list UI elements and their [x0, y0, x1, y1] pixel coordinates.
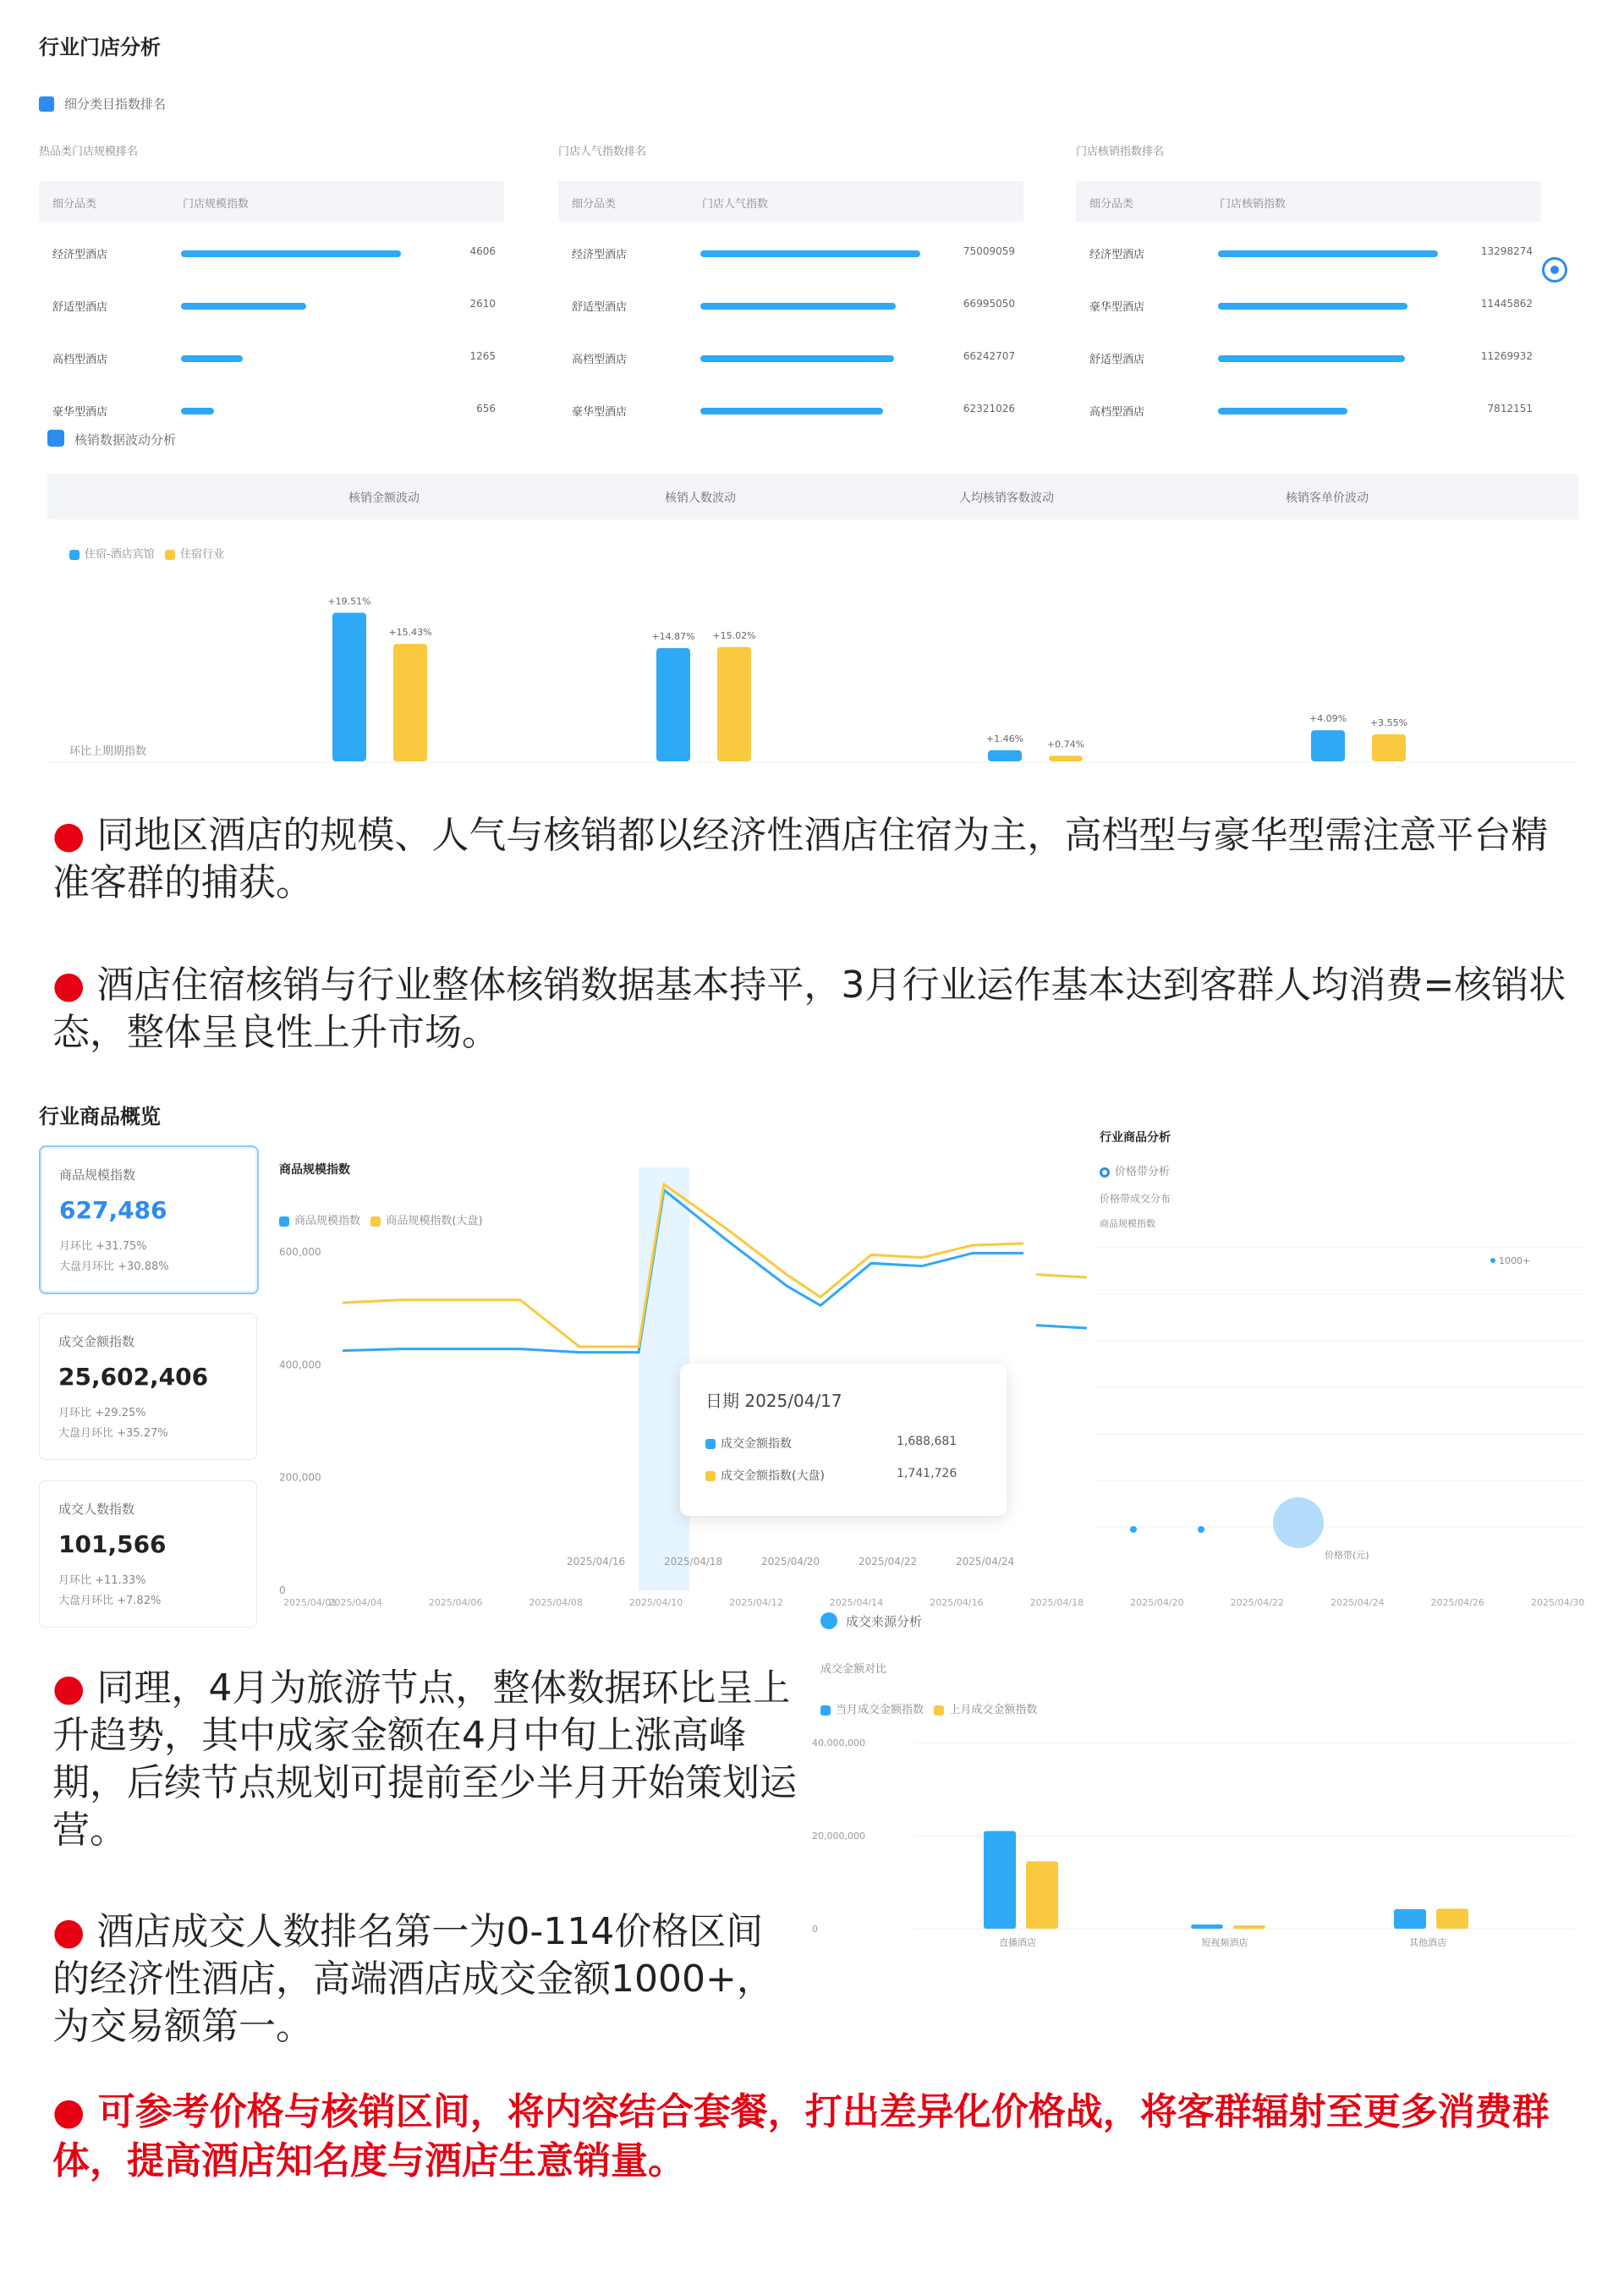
verify-bar-label: +15.02%	[712, 629, 756, 641]
line-fragment	[1036, 1326, 1087, 1328]
col-category: 细分品类	[572, 198, 617, 211]
bullet-dot: ●	[52, 814, 85, 857]
rank-row-bar	[181, 355, 243, 362]
rank-row-category: 经济型酒店	[572, 249, 628, 261]
card-sub-market: 大盘月环比 +7.82%	[58, 1595, 162, 1607]
side-axis-title: 商品规模指数	[1100, 1218, 1155, 1229]
card-value: 627,486	[59, 1196, 167, 1224]
y-tick-label: 200,000	[279, 1471, 321, 1484]
rank-row-bar	[1218, 303, 1407, 310]
legend-industry: 住宿行业	[180, 548, 225, 561]
source-bar	[1191, 1924, 1223, 1929]
radio-label: 价格带分析	[1115, 1166, 1171, 1178]
bullet-3	[52, 1665, 797, 1854]
tooltip-row-1	[705, 1435, 792, 1452]
rank-row-value: 7812151	[1487, 403, 1533, 415]
scatter-point	[1198, 1526, 1204, 1533]
bullet-dot: ●	[52, 1910, 85, 1953]
verify-bar-label: +0.74%	[1046, 738, 1085, 750]
source-bar-chart	[812, 1717, 1590, 1971]
bullet-dot: ●	[52, 964, 85, 1007]
scatter-point	[1130, 1526, 1137, 1533]
legend-last: 上月成交金额指数	[949, 1704, 1038, 1716]
inner-x-tick-label: 2025/04/20	[761, 1556, 820, 1568]
rank-table-header	[558, 181, 1023, 222]
chart-tooltip	[680, 1364, 1007, 1516]
rank-row-bar	[700, 408, 883, 415]
side-sub: 价格带成交分布	[1100, 1193, 1171, 1205]
card-value: 101,566	[58, 1530, 167, 1558]
bullet-text: 酒店住宿核销与行业整体核销数据基本持平，3月行业运作基本达到客群人均消费=核销状态，整体呈良性上升市场。	[52, 964, 1566, 1054]
bullet-text: 同地区酒店的规模、人气与核销都以经济性酒店住宿为主，高档型与豪华型需注意平台精准客群的捕获。	[52, 814, 1549, 904]
source-legend	[820, 1700, 1037, 1716]
rank-row-bar	[181, 408, 214, 415]
tab-verify-people[interactable]: 核销人数波动	[665, 491, 736, 505]
dot-icon	[1550, 266, 1559, 274]
rank-row-value: 11445862	[1480, 298, 1533, 310]
rank-table-header	[39, 181, 504, 222]
rank-row-category: 舒适型酒店	[572, 301, 628, 314]
legend-scale: 商品规模指数	[294, 1215, 361, 1227]
x-tick-label: 2025/04/08	[529, 1597, 583, 1608]
verify-bar	[1311, 730, 1345, 761]
rank-row-value: 2610	[469, 298, 496, 310]
source-bar	[1233, 1925, 1265, 1929]
legend-hotel: 住宿-酒店宾馆	[85, 548, 155, 561]
rank-row-bar	[181, 303, 306, 310]
card-title: 商品规模指数	[59, 1167, 136, 1183]
source-bar	[1026, 1861, 1058, 1929]
inner-x-tick-label: 2025/04/16	[567, 1556, 626, 1568]
verify-bar-label: +19.51%	[327, 596, 371, 607]
verify-ylabel: 环比上期期指数	[69, 745, 147, 758]
highlight-conclusion	[52, 2088, 1583, 2186]
col-category: 细分品类	[52, 198, 97, 211]
x-tick-label: 2025/04/24	[1330, 1597, 1385, 1608]
source-bar	[1394, 1909, 1426, 1929]
scatter-bubble	[1273, 1497, 1324, 1548]
page-title: 行业门店分析	[39, 36, 161, 59]
card-sub-mom: 月环比 +31.75%	[59, 1240, 147, 1253]
overview-title: 行业商品概览	[39, 1105, 161, 1128]
help-float-button[interactable]	[1542, 257, 1567, 283]
bullet-text: 同理，4月为旅游节点，整体数据环比呈上升趋势，其中成家金额在4月中旬上涨高峰期，后续节点规划可提前至少半月开始策划运营。	[52, 1666, 797, 1852]
side-bottom-label: 价格带(元)	[1325, 1550, 1369, 1561]
verify-bar	[717, 647, 751, 761]
rank-row-bar	[700, 303, 896, 310]
radio-icon	[1100, 1167, 1110, 1178]
pie-icon	[820, 1612, 837, 1629]
card-sub-market: 大盘月环比 +35.27%	[58, 1427, 168, 1440]
rank-row-category: 舒适型酒店	[52, 301, 108, 314]
bullet-1	[52, 812, 1575, 907]
verify-bar	[1372, 734, 1406, 761]
legend-blue-swatch	[820, 1705, 831, 1716]
rank-row-value: 656	[476, 403, 496, 415]
y-tick-label: 400,000	[279, 1359, 321, 1371]
rank-row-category: 豪华型酒店	[52, 406, 108, 419]
legend-current: 当月成交金额指数	[836, 1704, 924, 1716]
x-category-label: 直播酒店	[999, 1937, 1036, 1948]
source-sub: 成交金额对比	[820, 1663, 887, 1676]
tooltip-yellow-swatch	[705, 1471, 716, 1481]
rank-row-category: 经济型酒店	[1089, 249, 1145, 261]
card-title: 成交金额指数	[58, 1334, 135, 1349]
source-bar	[1436, 1908, 1468, 1929]
rank-row-category: 高档型酒店	[572, 354, 628, 366]
verify-bar	[1049, 755, 1083, 761]
verify-bar-label: +15.43%	[388, 627, 432, 639]
col-category: 细分品类	[1089, 198, 1134, 211]
tooltip-date: 日期 2025/04/17	[705, 1391, 842, 1411]
verify-tab-bar	[47, 474, 1578, 519]
x-tick-label: 2025/04/16	[930, 1597, 984, 1608]
card-sub-mom: 月环比 +29.25%	[58, 1407, 146, 1419]
bullet-4	[52, 1908, 797, 2051]
x-tick-label: 2025/04/12	[729, 1597, 783, 1608]
x-tick-label: 2025/04/04	[328, 1597, 382, 1608]
rank-row-category: 豪华型酒店	[572, 406, 628, 419]
rank-table-header	[1076, 181, 1541, 222]
rank-row-category: 高档型酒店	[1089, 406, 1145, 419]
card-sub-mom: 月环比 +11.33%	[58, 1574, 146, 1587]
tooltip-label: 成交金额指数	[721, 1437, 792, 1451]
verify-bar	[988, 750, 1022, 761]
inner-x-tick-label: 2025/04/24	[956, 1556, 1015, 1568]
card-sub-market: 大盘月环比 +30.88%	[59, 1260, 169, 1273]
card-value: 25,602,406	[58, 1363, 209, 1391]
card-product-scale[interactable]	[39, 1145, 259, 1294]
x-tick-label: 2025/04/01	[283, 1597, 337, 1608]
rank-section-title: 细分类目指数排名	[64, 96, 167, 112]
rank-table-title: 门店核销指数排名	[1076, 145, 1165, 158]
x-tick-label: 2025/04/26	[1430, 1597, 1484, 1608]
rank-row-bar	[700, 250, 920, 257]
verify-bar	[332, 612, 366, 761]
card-deal-people[interactable]	[39, 1480, 257, 1628]
trend-icon	[47, 430, 64, 447]
y-tick-label: 0	[279, 1584, 286, 1596]
tab-verify-amount[interactable]: 核销金额波动	[348, 491, 420, 505]
rank-row-category: 舒适型酒店	[1089, 354, 1145, 366]
rank-row-bar	[181, 250, 401, 257]
rank-row-bar	[700, 355, 894, 362]
bullet-dot: ●	[52, 1666, 85, 1710]
tab-verify-per-capita[interactable]: 人均核销客数波动	[959, 491, 1054, 505]
x-tick-label: 2025/04/06	[428, 1597, 483, 1608]
tooltip-value: 1,741,726	[897, 1467, 957, 1480]
x-tick-label: 2025/04/10	[628, 1597, 683, 1608]
rank-row-value: 75009059	[963, 245, 1015, 257]
verify-section-title: 核销数据波动分析	[74, 432, 177, 447]
rank-row-category: 豪华型酒店	[1089, 301, 1145, 314]
tooltip-label: 成交金额指数(大盘)	[721, 1469, 825, 1483]
rank-row-bar	[1218, 408, 1347, 415]
col-index: 门店核销指数	[1220, 198, 1287, 211]
bullet-2	[52, 962, 1575, 1057]
y-tick-label: 600,000	[279, 1246, 321, 1258]
rank-table-title: 热品类门店规模排名	[39, 145, 139, 158]
verify-bar-label: +4.09%	[1309, 713, 1347, 725]
verify-bar	[656, 648, 690, 761]
x-tick-label: 2025/04/20	[1130, 1597, 1184, 1608]
bullet-text: 酒店成交人数排名第一为0-114价格区间的经济性酒店，高端酒店成交金额1000+，为交易额第一。	[52, 1910, 774, 2048]
bullet-dot: ●	[52, 2090, 85, 2133]
line-fragment	[1036, 1275, 1087, 1277]
legend-yellow-swatch	[934, 1705, 944, 1716]
rank-row-bar	[1218, 355, 1405, 362]
tooltip-row-2	[705, 1467, 825, 1484]
y-tick-label: 40,000,000	[812, 1738, 865, 1749]
x-tick-label: 2025/04/14	[829, 1597, 884, 1608]
inner-x-tick-label: 2025/04/18	[664, 1556, 723, 1568]
verify-bar-label: +3.55%	[1369, 717, 1408, 729]
verify-bar	[393, 644, 427, 761]
rank-table-title: 门店人气指数排名	[558, 145, 647, 158]
rank-row-value: 1265	[469, 350, 496, 362]
rank-row-value: 66242707	[963, 350, 1015, 362]
card-title: 成交人数指数	[58, 1502, 135, 1517]
line-chart-title: 商品规模指数	[279, 1163, 350, 1177]
x-tick-label: 2025/04/18	[1029, 1597, 1084, 1608]
source-bar	[984, 1831, 1016, 1930]
y-tick-label: 20,000,000	[812, 1831, 865, 1842]
verify-bar-chart	[47, 524, 1578, 778]
grid-icon	[39, 96, 54, 112]
source-title: 成交来源分析	[846, 1614, 923, 1629]
rank-row-value: 4606	[469, 245, 496, 257]
side-panel-title: 行业商品分析	[1100, 1131, 1171, 1145]
verify-bar-label: +14.87%	[651, 631, 695, 643]
rank-row-value: 11269932	[1480, 350, 1533, 362]
tooltip-blue-swatch	[705, 1439, 716, 1449]
rank-row-category: 经济型酒店	[52, 249, 108, 261]
tooltip-value: 1,688,681	[897, 1435, 957, 1448]
rank-row-value: 66995050	[963, 298, 1015, 310]
x-tick-label: 2025/04/30	[1531, 1597, 1585, 1608]
card-deal-amount[interactable]	[39, 1313, 257, 1460]
x-tick-label: 2025/04/22	[1230, 1597, 1285, 1608]
x-category-label: 短视频酒店	[1201, 1937, 1248, 1948]
rank-row-bar	[1218, 250, 1438, 257]
col-index: 门店规模指数	[183, 198, 250, 211]
rank-row-value: 62321026	[963, 403, 1015, 415]
y-tick-label: 0	[812, 1924, 818, 1935]
legend-scale-market: 商品规模指数(大盘)	[386, 1215, 483, 1227]
rank-row-value: 13298274	[1480, 245, 1533, 257]
tab-verify-unit-price[interactable]: 核销客单价波动	[1286, 491, 1369, 505]
inner-x-tick-label: 2025/04/22	[859, 1556, 918, 1568]
col-index: 门店人气指数	[702, 198, 769, 211]
verify-bar-label: +1.46%	[985, 733, 1024, 744]
scatter-point	[1490, 1258, 1495, 1263]
x-category-label: 其他酒店	[1409, 1937, 1446, 1948]
side-point-label: 1000+	[1499, 1255, 1531, 1266]
highlight-text: 可参考价格与核销区间，将内容结合套餐，打出差异化价格战，将客群辐射至更多消费群体，提高酒店知名度与酒店生意销量。	[52, 2090, 1550, 2182]
rank-row-category: 高档型酒店	[52, 354, 108, 366]
side-radio[interactable]	[1100, 1162, 1170, 1178]
